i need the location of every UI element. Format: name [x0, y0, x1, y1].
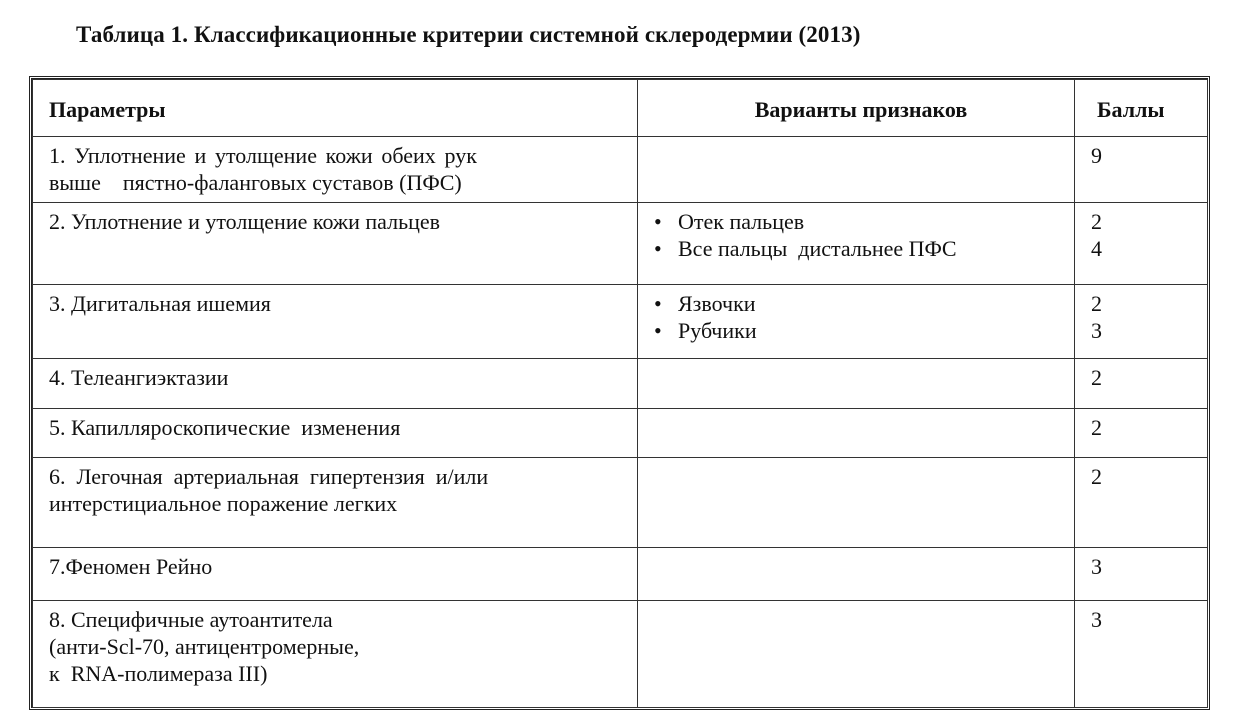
bullet-icon: • — [654, 209, 662, 234]
parameter-cell — [33, 359, 638, 409]
bullet-icon: • — [654, 318, 662, 343]
parameter-text: 6. Легочная артериальная гипертензия и/или — [49, 464, 489, 489]
variants-cell — [638, 285, 1075, 359]
variants-cell — [638, 458, 1075, 548]
points-value: 2 — [1091, 209, 1102, 234]
parameter-text: выше пястно-фаланговых суставов (ПФС) — [49, 170, 462, 195]
parameter-text: интерстициальное поражение легких — [49, 491, 398, 516]
parameter-cell — [33, 285, 638, 359]
points-cell — [1075, 458, 1208, 548]
parameter-text: 4. Телеангиэктазии — [49, 365, 229, 390]
variants-cell — [638, 203, 1075, 285]
header-points: Баллы — [1075, 80, 1208, 137]
parameter-cell — [33, 601, 638, 708]
table-row — [33, 548, 1208, 601]
table-header-row — [33, 80, 1208, 137]
variant-text: Язвочки — [678, 291, 756, 316]
variants-cell — [638, 137, 1075, 203]
points-value: 3 — [1091, 607, 1102, 632]
table-row — [33, 203, 1208, 285]
variant-item — [654, 290, 1068, 317]
table-row — [33, 458, 1208, 548]
variants-cell — [638, 359, 1075, 409]
table-caption: Таблица 1. Классификационные критерии системной склеродермии (2013) — [76, 22, 861, 47]
variant-item — [654, 317, 1068, 344]
variant-item — [654, 208, 1068, 235]
variants-cell — [638, 409, 1075, 458]
points-value: 2 — [1091, 365, 1102, 390]
points-value: 2 — [1091, 415, 1102, 440]
parameter-text: 3. Дигитальная ишемия — [49, 291, 271, 316]
parameter-cell — [33, 203, 638, 285]
points-cell — [1075, 409, 1208, 458]
bullet-icon: • — [654, 291, 662, 316]
header-parameters: Параметры — [33, 80, 638, 137]
variant-text: Рубчики — [678, 318, 757, 343]
parameter-cell — [33, 548, 638, 601]
header-variants: Варианты признаков — [638, 80, 1075, 137]
points-cell — [1075, 285, 1208, 359]
table-row — [33, 601, 1208, 708]
points-value: 3 — [1091, 554, 1102, 579]
variant-item — [654, 235, 1068, 262]
variant-text: Все пальцы дистальнее ПФС — [678, 236, 957, 261]
criteria-table — [32, 79, 1208, 708]
table-row — [33, 285, 1208, 359]
points-cell — [1075, 601, 1208, 708]
variant-text: Отек пальцев — [678, 209, 805, 234]
points-cell — [1075, 203, 1208, 285]
points-value: 2 — [1091, 291, 1102, 316]
variants-cell — [638, 601, 1075, 708]
parameter-cell — [33, 137, 638, 203]
parameter-cell — [33, 409, 638, 458]
table-row — [33, 359, 1208, 409]
parameter-cell — [33, 458, 638, 548]
parameter-text: 8. Специфичные аутоантитела — [49, 607, 333, 632]
points-cell — [1075, 548, 1208, 601]
parameter-text: 1. Уплотнение и утолщение кожи обеих рук — [49, 143, 477, 168]
table-row — [33, 137, 1208, 203]
points-value: 4 — [1091, 236, 1102, 261]
parameter-text: (анти-Scl-70, антицентромерные, — [49, 634, 360, 659]
points-cell — [1075, 137, 1208, 203]
points-value: 2 — [1091, 464, 1102, 489]
table-row — [33, 409, 1208, 458]
variants-cell — [638, 548, 1075, 601]
parameter-text: 2. Уплотнение и утолщение кожи пальцев — [49, 209, 441, 234]
bullet-icon: • — [654, 236, 662, 261]
points-value: 3 — [1091, 318, 1102, 343]
parameter-text: 7.Феномен Рейно — [49, 554, 213, 579]
parameter-text: 5. Капилляроскопические изменения — [49, 415, 401, 440]
points-value: 9 — [1091, 143, 1102, 168]
parameter-text: к RNA-полимераза III) — [49, 661, 268, 686]
points-cell — [1075, 359, 1208, 409]
